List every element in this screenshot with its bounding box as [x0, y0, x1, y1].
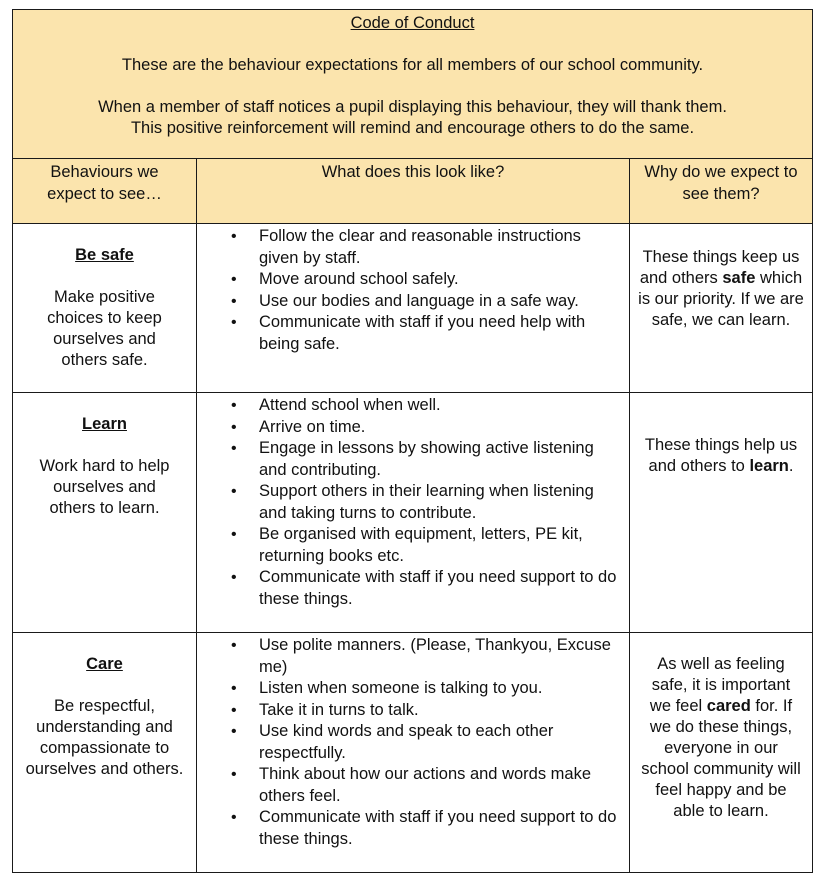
why-cell-learn — [629, 392, 813, 633]
list-item: • Attend school when well. — [197, 395, 629, 417]
code-of-conduct-table — [12, 9, 813, 873]
why-cell-care — [629, 632, 813, 873]
bullet-list — [197, 226, 629, 355]
why-text: for. If we do these things, everyone in our school community will feel happy and be able to learn. — [641, 697, 801, 820]
behaviour-description: Work hard to help ourselves and others to learn. — [39, 457, 170, 517]
list-item: • Engage in lessons by showing active listening and contributing. — [197, 438, 629, 481]
list-item: • Communicate with staff if you need help with being safe. — [197, 312, 629, 355]
list-item: • Follow the clear and reasonable instructions given by staff. — [197, 226, 629, 269]
intro-line: These are the behaviour expectations for all members of our school community. — [121, 56, 704, 74]
behaviour-cell-care — [12, 632, 197, 873]
list-item: • Move around school safely. — [197, 269, 629, 291]
column-header-looks-like: What does this look like? — [196, 158, 630, 224]
column-header-why: Why do we expect to see them? — [629, 158, 813, 224]
list-item: • Take it in turns to talk. — [197, 700, 629, 722]
list-item: • Arrive on time. — [197, 417, 629, 439]
why-text: As well as feeling safe, it is important we feel — [649, 655, 791, 715]
bullet-list — [197, 635, 629, 850]
intro-line: This positive reinforcement will remind and encourage others to do the same. — [130, 119, 695, 137]
bullet-list — [197, 395, 629, 610]
list-item: • Support others in their learning when listening and taking turns to contribute. — [197, 481, 629, 524]
looks-like-cell-learn — [196, 392, 630, 633]
header-box — [12, 9, 813, 159]
why-text: which is our priority. If we are safe, we can learn. — [638, 269, 804, 329]
list-item: • Communicate with staff if you need support to do these things. — [197, 567, 629, 610]
behaviour-heading: Be safe — [75, 246, 134, 264]
list-item: • Use polite manners. (Please, Thankyou, Excuse me) — [197, 635, 629, 678]
why-text: These things keep us and others — [639, 248, 800, 287]
why-cell-safe — [629, 223, 813, 393]
why-keyword: learn — [749, 457, 789, 475]
behaviour-description: Make positive choices to keep ourselves and others safe. — [47, 288, 162, 369]
behaviour-heading: Care — [86, 655, 123, 673]
intro-line: When a member of staff notices a pupil displaying this behaviour, they will thank them. — [98, 98, 727, 116]
why-text: . — [788, 457, 794, 475]
list-item: • Use kind words and speak to each other respectfully. — [197, 721, 629, 764]
why-text: These things help us and others to — [644, 436, 798, 475]
list-item: • Communicate with staff if you need support to do these things. — [197, 807, 629, 850]
list-item: • Think about how our actions and words make others feel. — [197, 764, 629, 807]
behaviour-description: Be respectful, understanding and compassionate to ourselves and others. — [25, 697, 184, 778]
list-item: • Listen when someone is talking to you. — [197, 678, 629, 700]
list-item: • Be organised with equipment, letters, PE kit, returning books etc. — [197, 524, 629, 567]
behaviour-cell-safe — [12, 223, 197, 393]
why-keyword: cared — [706, 697, 751, 715]
behaviour-cell-learn — [12, 392, 197, 633]
why-keyword: safe — [722, 269, 756, 287]
column-header-behaviours: Behaviours we expect to see… — [12, 158, 197, 224]
list-item: • Use our bodies and language in a safe way. — [197, 291, 629, 313]
document-title: Code of Conduct — [350, 14, 475, 32]
looks-like-cell-care — [196, 632, 630, 873]
looks-like-cell-safe — [196, 223, 630, 393]
behaviour-heading: Learn — [82, 415, 127, 433]
